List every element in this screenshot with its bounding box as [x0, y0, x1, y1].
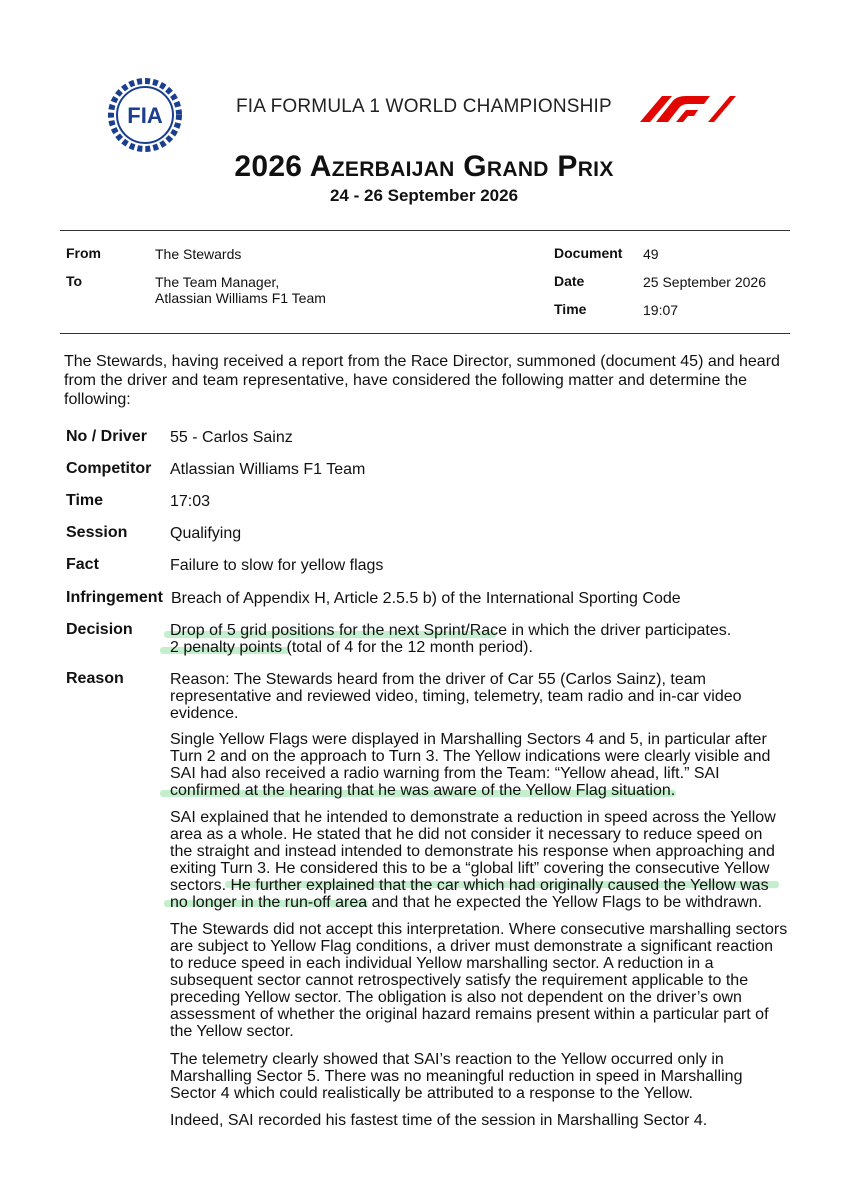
document-label: Document — [554, 245, 623, 261]
reason-label: Reason — [66, 670, 124, 687]
decision-line1: Drop of 5 grid positions for the next Sprint/Race in which the driver participates. — [170, 622, 732, 639]
date-label: Date — [554, 273, 585, 289]
reason-p3-end: and that he expected the Yellow Flags to be withdrawn. — [367, 894, 763, 911]
championship-title: FIA FORMULA 1 WORLD CHAMPIONSHIP — [236, 96, 612, 117]
fact-label: Fact — [66, 556, 99, 573]
competitor-value: Atlassian Williams F1 Team — [170, 461, 366, 478]
reason-p2-highlight: confirmed at the hearing that he was aware of the Yellow Flag situation. — [170, 782, 676, 799]
from-label: From — [66, 245, 101, 261]
infringement-value: Breach of Appendix H, Article 2.5.5 b) of the International Sporting Code — [171, 590, 681, 607]
time-field-value: 17:03 — [170, 493, 211, 510]
fia-logo — [108, 78, 182, 152]
document-value: 49 — [643, 246, 659, 262]
decision-text — [170, 622, 788, 656]
from-value: The Stewards — [155, 246, 242, 262]
date-value: 25 September 2026 — [643, 274, 766, 290]
time-field-label: Time — [66, 492, 104, 509]
to-label: To — [66, 273, 83, 289]
decision-label: Decision — [66, 621, 133, 638]
reason-paragraph-2 — [170, 731, 788, 799]
time-label: Time — [554, 301, 587, 317]
reason-paragraph-1: Reason: The Stewards heard from the driver of Car 55 (Carlos Sainz), team representative and reviewed video, timing, telemetry, team radio and in-car video evidence. — [170, 671, 742, 722]
reason-paragraph-6: Indeed, SAI recorded his fastest time of the session in Marshalling Sector 4. — [170, 1112, 708, 1129]
event-title: 2026 Azerbaijan Grand Prix — [234, 150, 614, 183]
reason-paragraph-4: The Stewards did not accept this interpretation. Where consecutive marshalling sectors are subject to Yellow Flag conditions, a driver must demonstrate a significant reaction to reduce speed in each individual Yellow marshalling sector. A reduction in a subsequent sector cannot retrospectively satisfy the requirement applicable to the preceding Yellow sector. The obligation is also not dependent on the driver’s own assessment of whether the original hazard remains present within a particular part of the Yellow sector. — [170, 921, 788, 1040]
reason-p3-highlight: He further explained that the car which had originally caused the Yellow was no longer in the run-off area — [170, 877, 769, 911]
session-value: Qualifying — [170, 525, 242, 542]
top-divider — [60, 230, 790, 231]
f1-logo-icon — [638, 88, 738, 128]
intro-paragraph: The Stewards, having received a report from the Race Director, summoned (document 45) and heard from the driver and team representative, have considered the following matter and determine the following: — [64, 353, 780, 408]
document-header — [0, 70, 848, 140]
reason-p2-text: Single Yellow Flags were displayed in Marshalling Sectors 4 and 5, in particular after Turn 2 and on the approach to Turn 3. The Yellow indications were clearly visible and SAI had also received a radio warning from the Team: “Yellow ahead, lift.” SAI — [170, 731, 771, 782]
session-label: Session — [66, 524, 128, 541]
to-value-line1: The Team Manager, — [155, 274, 280, 290]
reason-p3-text: SAI explained that he intended to demonstrate a reduction in speed across the Yellow area as a whole. He stated that he did not consider it necessary to reduce speed on the straight and instead intended to demonstrate his response when approaching and exiting Turn 3. He considered this to be a “global lift” covering the consecutive Yellow sectors. — [170, 809, 776, 894]
decision-points: 2 penalty points — [170, 639, 283, 656]
bottom-divider — [60, 333, 790, 334]
fact-value: Failure to slow for yellow flags — [170, 557, 384, 574]
event-dates: 24 - 26 September 2026 — [329, 186, 519, 205]
decision-points-total: (total of 4 for the 12 month period). — [282, 639, 533, 656]
reason-paragraph-5: The telemetry clearly showed that SAI’s reaction to the Yellow occurred only in Marshalling Sector 5. There was no meaningful reduction in speed in Marshalling Sector 4 which could realistically be attributed to a response to the Yellow. — [170, 1051, 743, 1102]
infringement-label: Infringement — [66, 589, 163, 606]
driver-label: No / Driver — [66, 428, 147, 445]
to-value-line2: Atlassian Williams F1 Team — [155, 290, 326, 306]
competitor-label: Competitor — [66, 460, 152, 477]
time-value: 19:07 — [643, 302, 679, 318]
reason-paragraph-3 — [170, 809, 788, 911]
fia-logo-text: FIA — [127, 103, 163, 128]
driver-value: 55 - Carlos Sainz — [170, 429, 293, 446]
